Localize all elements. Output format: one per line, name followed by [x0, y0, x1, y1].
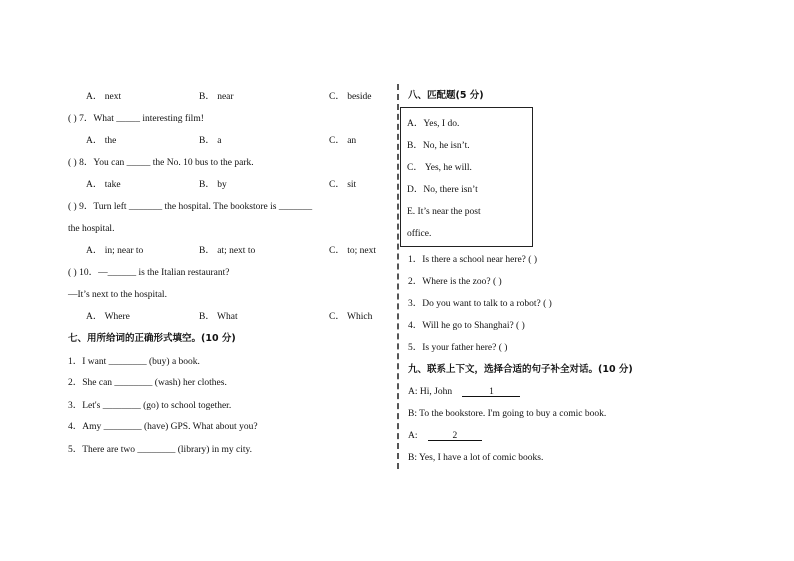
- fill-item-1: 1．I want ________ (buy) a book.: [68, 357, 200, 367]
- option-c: C． beside: [329, 92, 372, 102]
- answer-blank-2: 2: [428, 430, 482, 441]
- match-option-e-continued: office.: [407, 229, 432, 239]
- question-8: ( ) 8．You can _____ the No. 10 bus to the park.: [68, 158, 254, 168]
- option-c: C． an: [329, 136, 357, 146]
- dialogue-speaker-line: A:: [408, 431, 418, 441]
- question-10: ( ) 10．—______ is the Italian restaurant?: [68, 268, 230, 278]
- section-9-title: 九、联系上下文，选择合适的句子补全对话。(10 分): [408, 364, 633, 375]
- match-question-4: 4．Will he go to Shanghai? ( ): [408, 321, 525, 331]
- option-b: B． What: [199, 312, 238, 322]
- match-option-e: E. It’s near the post: [407, 207, 481, 217]
- option-b: B． by: [199, 180, 227, 190]
- dialogue-line-3: [408, 430, 482, 442]
- option-a: A． next: [86, 92, 122, 102]
- answer-blank-1: 1: [462, 386, 520, 397]
- match-option-c: C． Yes, he will.: [407, 163, 472, 173]
- question-9: ( ) 9．Turn left _______ the hospital. The bookstore is _______: [68, 202, 313, 212]
- fill-item-2: 2．She can ________ (wash) her clothes.: [68, 378, 227, 388]
- match-question-5: 5．Is your father here? ( ): [408, 343, 508, 353]
- option-a: A． in; near to: [86, 246, 144, 256]
- match-option-b: B．No, he isn’t.: [407, 141, 470, 151]
- option-b: B． a: [199, 136, 222, 146]
- option-c: C． to; next: [329, 246, 376, 256]
- match-question-2: 2．Where is the zoo? ( ): [408, 277, 502, 287]
- dialogue-speaker-line: A: Hi, John: [408, 387, 453, 397]
- fill-item-4: 4．Amy ________ (have) GPS. What about you?: [68, 422, 258, 432]
- option-c: C． Which: [329, 312, 373, 322]
- dialogue-line-2: B: To the bookstore. I'm going to buy a comic book.: [408, 409, 607, 419]
- option-c: C． sit: [329, 180, 357, 190]
- match-option-a: A．Yes, I do.: [407, 119, 460, 129]
- question-7: ( ) 7．What _____ interesting film!: [68, 114, 204, 124]
- match-option-d: D．No, there isn’t: [407, 185, 478, 195]
- option-b: B． near: [199, 92, 234, 102]
- question-9-continued: the hospital.: [68, 224, 115, 234]
- option-a: A． the: [86, 136, 117, 146]
- section-7-title: 七、用所给词的正确形式填空。(10 分): [68, 333, 236, 344]
- column-divider: [397, 84, 399, 469]
- section-8-title: 八、匹配题(5 分): [408, 90, 484, 101]
- fill-item-5: 5．There are two ________ (library) in my city.: [68, 445, 253, 455]
- dialogue-line-4: B: Yes, I have a lot of comic books.: [408, 453, 544, 463]
- question-10-answer: —It’s next to the hospital.: [68, 290, 167, 300]
- match-question-1: 1．Is there a school near here? ( ): [408, 255, 537, 265]
- match-question-3: 3．Do you want to talk to a robot? ( ): [408, 299, 552, 309]
- option-b: B． at; next to: [199, 246, 256, 256]
- option-a: A． Where: [86, 312, 130, 322]
- dialogue-line-1: [408, 386, 520, 398]
- option-a: A． take: [86, 180, 121, 190]
- fill-item-3: 3．Let's ________ (go) to school together.: [68, 401, 232, 411]
